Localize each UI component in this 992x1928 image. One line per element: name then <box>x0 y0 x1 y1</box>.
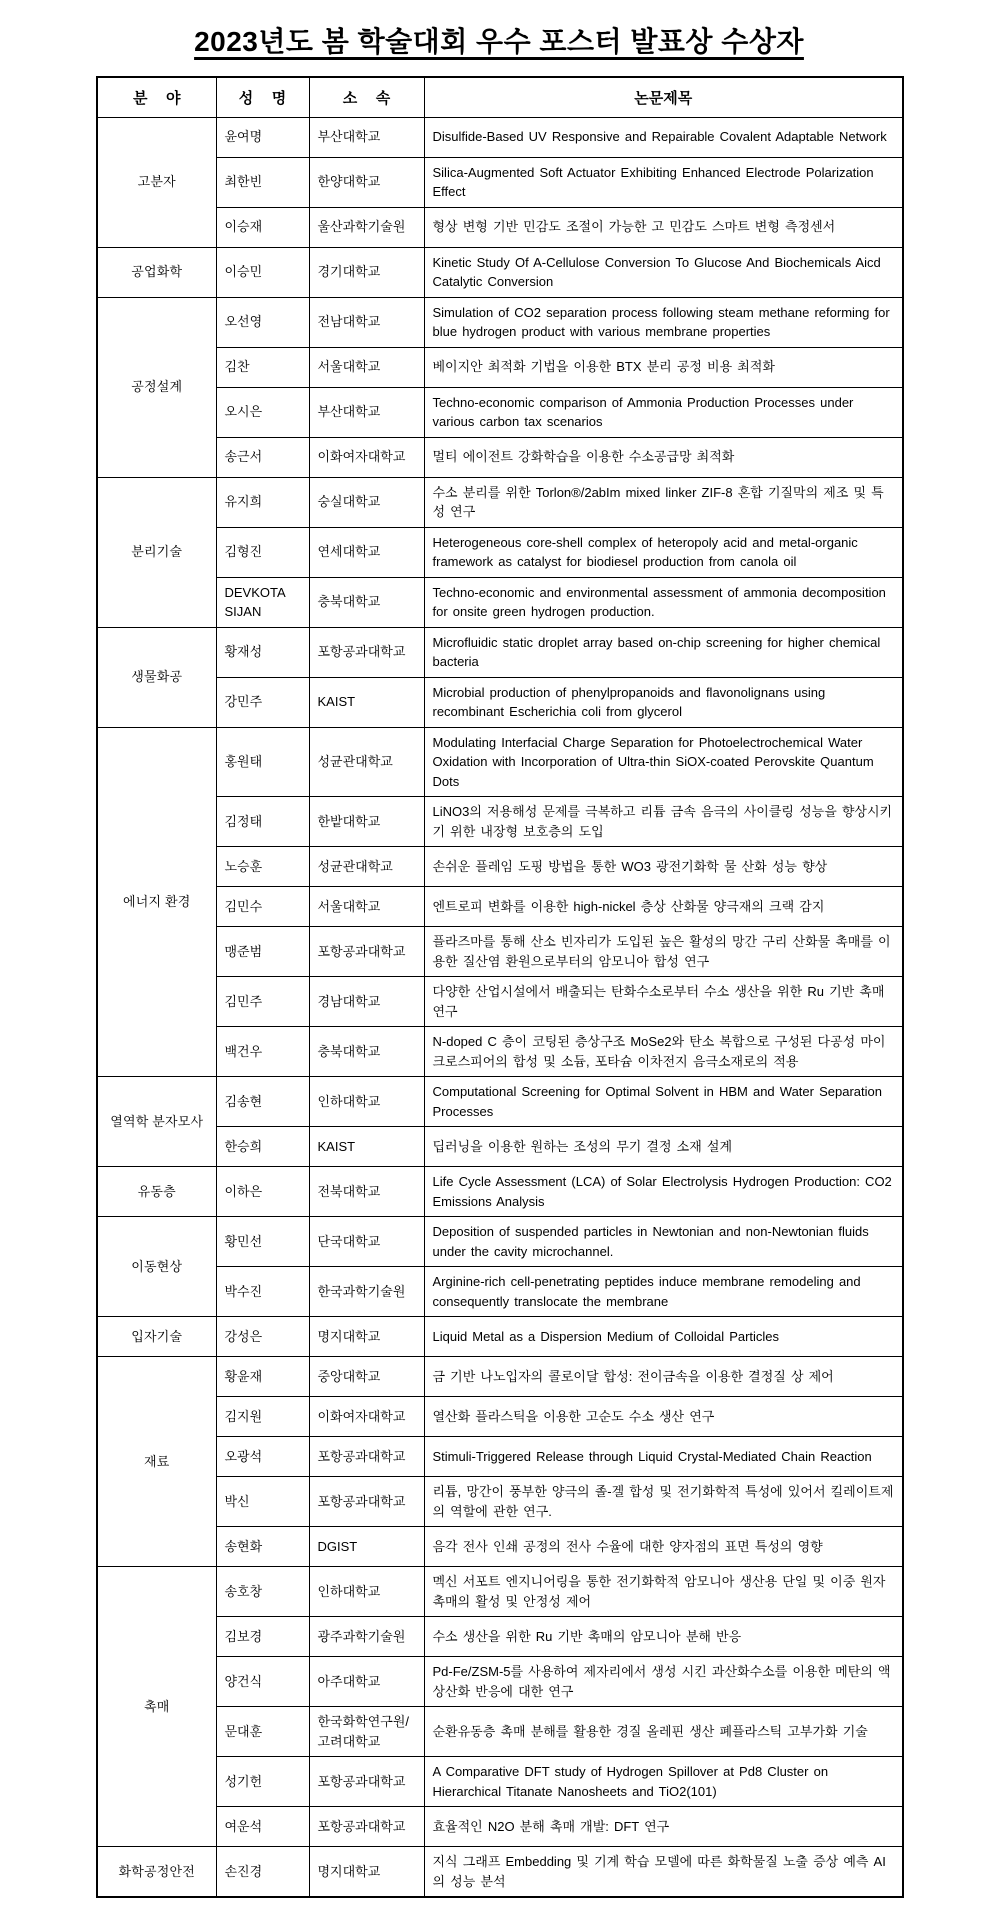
name-cell: 황민선 <box>216 1217 309 1267</box>
name-cell: 이승민 <box>216 247 309 297</box>
header-row <box>97 77 903 117</box>
paper-title-cell: Computational Screening for Optimal Solvent in HBM and Water Separation Processes <box>424 1077 903 1127</box>
paper-title-cell: 열산화 플라스틱을 이용한 고순도 수소 생산 연구 <box>424 1397 903 1437</box>
table-row <box>97 727 903 797</box>
field-cell: 공업화학 <box>97 247 216 297</box>
name-cell: 백건우 <box>216 1027 309 1077</box>
paper-title-cell: 효율적인 N2O 분해 촉매 개발: DFT 연구 <box>424 1807 903 1847</box>
table-row <box>97 887 903 927</box>
affiliation-cell: 전북대학교 <box>309 1167 424 1217</box>
field-cell: 분리기술 <box>97 477 216 627</box>
table-row <box>97 1847 903 1898</box>
table-row <box>97 1077 903 1127</box>
name-cell: 강민주 <box>216 677 309 727</box>
name-cell: 김지원 <box>216 1397 309 1437</box>
paper-title-cell: 수소 분리를 위한 Torlon®/2abIm mixed linker ZIF-8 혼합 기질막의 제조 및 특성 연구 <box>424 477 903 527</box>
name-cell: 양건식 <box>216 1657 309 1707</box>
col-header-paper-title: 논문제목 <box>424 77 903 117</box>
affiliation-cell: 한국화학연구원/고려대학교 <box>309 1707 424 1757</box>
col-header-field: 분 야 <box>97 77 216 117</box>
paper-title-cell: Liquid Metal as a Dispersion Medium of Colloidal Particles <box>424 1317 903 1357</box>
paper-title-cell: 음각 전사 인쇄 공정의 전사 수율에 대한 양자점의 표면 특성의 영향 <box>424 1527 903 1567</box>
affiliation-cell: 연세대학교 <box>309 527 424 577</box>
field-cell: 고분자 <box>97 117 216 247</box>
field-cell: 열역학 분자모사 <box>97 1077 216 1167</box>
paper-title-cell: 리튬, 망간이 풍부한 양극의 졸-겔 합성 및 전기화학적 특성에 있어서 킬레이트제의 역할에 관한 연구. <box>424 1477 903 1527</box>
affiliation-cell: 한국과학기술원 <box>309 1267 424 1317</box>
field-cell: 입자기술 <box>97 1317 216 1357</box>
name-cell: 여운석 <box>216 1807 309 1847</box>
name-cell: 김형진 <box>216 527 309 577</box>
paper-title-cell: 형상 변형 기반 민감도 조절이 가능한 고 민감도 스마트 변형 측정센서 <box>424 207 903 247</box>
field-cell: 에너지 환경 <box>97 727 216 1077</box>
page-title: 2023년도 봄 학술대회 우수 포스터 발표상 수상자 <box>194 26 804 57</box>
paper-title-cell: 멀티 에이전트 강화학습을 이용한 수소공급망 최적화 <box>424 437 903 477</box>
paper-title-cell: 멕신 서포트 엔지니어링을 통한 전기화학적 암모니아 생산용 단일 및 이중 원자 촉매의 활성 및 안정성 제어 <box>424 1567 903 1617</box>
name-cell: 오광석 <box>216 1437 309 1477</box>
affiliation-cell: 이화여자대학교 <box>309 1397 424 1437</box>
affiliation-cell: 한밭대학교 <box>309 797 424 847</box>
table-row <box>97 1357 903 1397</box>
name-cell: 문대훈 <box>216 1707 309 1757</box>
paper-title-cell: A Comparative DFT study of Hydrogen Spillover at Pd8 Cluster on Hierarchical Titanate Nanosheets and TiO2(101) <box>424 1757 903 1807</box>
table-row <box>97 1027 903 1077</box>
affiliation-cell: 명지대학교 <box>309 1847 424 1898</box>
awards-table <box>96 76 904 1898</box>
table-row <box>97 477 903 527</box>
table-row <box>97 1217 903 1267</box>
paper-title-cell: 금 기반 나노입자의 콜로이달 합성: 전이금속을 이용한 결정질 상 제어 <box>424 1357 903 1397</box>
table-row <box>97 1617 903 1657</box>
affiliation-cell: 포항공과대학교 <box>309 927 424 977</box>
table-row <box>97 207 903 247</box>
affiliation-cell: 숭실대학교 <box>309 477 424 527</box>
table-row <box>97 1477 903 1527</box>
paper-title-cell: Arginine-rich cell-penetrating peptides induce membrane remodeling and consequently translocate the membrane <box>424 1267 903 1317</box>
affiliation-cell: 서울대학교 <box>309 347 424 387</box>
paper-title-cell: 다양한 산업시설에서 배출되는 탄화수소로부터 수소 생산을 위한 Ru 기반 촉매 연구 <box>424 977 903 1027</box>
affiliation-cell: 서울대학교 <box>309 887 424 927</box>
affiliation-cell: 한양대학교 <box>309 157 424 207</box>
name-cell: 황재성 <box>216 627 309 677</box>
name-cell: 홍원태 <box>216 727 309 797</box>
table-row <box>97 977 903 1027</box>
table-row <box>97 677 903 727</box>
affiliation-cell: 포항공과대학교 <box>309 1477 424 1527</box>
paper-title-cell: 순환유동층 촉매 분해를 활용한 경질 올레핀 생산 폐플라스틱 고부가화 기술 <box>424 1707 903 1757</box>
paper-title-cell: 지식 그래프 Embedding 및 기계 학습 모델에 따른 화학물질 노출 증상 예측 AI의 성능 분석 <box>424 1847 903 1898</box>
table-row <box>97 247 903 297</box>
affiliation-cell: 포항공과대학교 <box>309 1757 424 1807</box>
affiliation-cell: 광주과학기술원 <box>309 1617 424 1657</box>
table-row <box>97 387 903 437</box>
paper-title-cell: Microbial production of phenylpropanoids and flavonolignans using recombinant Escherichia coli from glycerol <box>424 677 903 727</box>
name-cell: 김찬 <box>216 347 309 387</box>
table-row <box>97 1317 903 1357</box>
table-row <box>97 577 903 627</box>
table-row <box>97 1397 903 1437</box>
affiliation-cell: KAIST <box>309 1127 424 1167</box>
affiliation-cell: 경기대학교 <box>309 247 424 297</box>
paper-title-cell: LiNO3의 저용해성 문제를 극복하고 리튬 금속 음극의 사이클링 성능을 향상시키기 위한 내장형 보호층의 도입 <box>424 797 903 847</box>
affiliation-cell: DGIST <box>309 1527 424 1567</box>
paper-title-cell: N-doped C 층이 코팅된 층상구조 MoSe2와 탄소 복합으로 구성된 다공성 마이크로스피어의 합성 및 소듐, 포타슘 이차전지 음극소재로의 적용 <box>424 1027 903 1077</box>
field-cell: 이동현상 <box>97 1217 216 1317</box>
field-cell: 촉매 <box>97 1567 216 1847</box>
affiliation-cell: 명지대학교 <box>309 1317 424 1357</box>
name-cell: 노승훈 <box>216 847 309 887</box>
table-row <box>97 1267 903 1317</box>
paper-title-cell: 플라즈마를 통해 산소 빈자리가 도입된 높은 활성의 망간 구리 산화물 촉매를 이용한 질산염 환원으로부터의 암모니아 합성 연구 <box>424 927 903 977</box>
name-cell: 김송현 <box>216 1077 309 1127</box>
name-cell: 이하은 <box>216 1167 309 1217</box>
name-cell: 오시은 <box>216 387 309 437</box>
paper-title-cell: 엔트로피 변화를 이용한 high-nickel 층상 산화물 양극재의 크랙 감지 <box>424 887 903 927</box>
table-row <box>97 117 903 157</box>
affiliation-cell: 충북대학교 <box>309 1027 424 1077</box>
paper-title-cell: Life Cycle Assessment (LCA) of Solar Electrolysis Hydrogen Production: CO2 Emissions Analysis <box>424 1167 903 1217</box>
affiliation-cell: 부산대학교 <box>309 387 424 437</box>
paper-title-cell: Deposition of suspended particles in Newtonian and non-Newtonian fluids under the cavity microchannel. <box>424 1217 903 1267</box>
affiliation-cell: 단국대학교 <box>309 1217 424 1267</box>
name-cell: 김민수 <box>216 887 309 927</box>
table-row <box>97 297 903 347</box>
paper-title-cell: Modulating Interfacial Charge Separation for Photoelectrochemical Water Oxidation with Incorporation of Ultra-thin SiOX-coated Perovskite Quantum Dots <box>424 727 903 797</box>
table-row <box>97 1127 903 1167</box>
name-cell: 오선영 <box>216 297 309 347</box>
paper-title-cell: Pd-Fe/ZSM-5를 사용하여 제자리에서 생성 시킨 과산화수소를 이용한 메탄의 액상산화 반응에 대한 연구 <box>424 1657 903 1707</box>
affiliation-cell: 부산대학교 <box>309 117 424 157</box>
affiliation-cell: 성균관대학교 <box>309 847 424 887</box>
name-cell: 손진경 <box>216 1847 309 1898</box>
name-cell: 김정태 <box>216 797 309 847</box>
paper-title-cell: Kinetic Study Of A-Cellulose Conversion To Glucose And Biochemicals Aicd Catalytic Conversion <box>424 247 903 297</box>
affiliation-cell: 성균관대학교 <box>309 727 424 797</box>
affiliation-cell: 인하대학교 <box>309 1077 424 1127</box>
name-cell: DEVKOTA SIJAN <box>216 577 309 627</box>
name-cell: 박수진 <box>216 1267 309 1317</box>
table-row <box>97 157 903 207</box>
col-header-affiliation: 소 속 <box>309 77 424 117</box>
field-cell: 공정설계 <box>97 297 216 477</box>
name-cell: 유지희 <box>216 477 309 527</box>
name-cell: 최한빈 <box>216 157 309 207</box>
paper-title-cell: Heterogeneous core-shell complex of heteropoly acid and metal-organic framework as catalyst for biodiesel production from canola oil <box>424 527 903 577</box>
table-row <box>97 927 903 977</box>
affiliation-cell: 포항공과대학교 <box>309 1807 424 1847</box>
affiliation-cell: KAIST <box>309 677 424 727</box>
field-cell: 생물화공 <box>97 627 216 727</box>
table-row <box>97 847 903 887</box>
paper-title-cell: Microfluidic static droplet array based on-chip screening for higher chemical bacteria <box>424 627 903 677</box>
name-cell: 한승희 <box>216 1127 309 1167</box>
paper-title-cell: 베이지안 최적화 기법을 이용한 BTX 분리 공정 비용 최적화 <box>424 347 903 387</box>
awards-table-header <box>97 77 903 117</box>
table-row <box>97 797 903 847</box>
paper-title-cell: 손쉬운 플레임 도핑 방법을 통한 WO3 광전기화학 물 산화 성능 향상 <box>424 847 903 887</box>
affiliation-cell: 경남대학교 <box>309 977 424 1027</box>
paper-title-cell: Silica-Augmented Soft Actuator Exhibiting Enhanced Electrode Polarization Effect <box>424 157 903 207</box>
name-cell: 김민주 <box>216 977 309 1027</box>
table-row <box>97 1567 903 1617</box>
table-row <box>97 527 903 577</box>
name-cell: 이승재 <box>216 207 309 247</box>
name-cell: 송현화 <box>216 1527 309 1567</box>
affiliation-cell: 아주대학교 <box>309 1657 424 1707</box>
table-row <box>97 347 903 387</box>
table-row <box>97 1167 903 1217</box>
paper-title-cell: Techno-economic comparison of Ammonia Production Processes under various carbon tax scenarios <box>424 387 903 437</box>
affiliation-cell: 포항공과대학교 <box>309 1437 424 1477</box>
table-row <box>97 627 903 677</box>
awards-table-body <box>97 117 903 1897</box>
affiliation-cell: 중앙대학교 <box>309 1357 424 1397</box>
paper-title-cell: 딥러닝을 이용한 원하는 조성의 무기 결정 소재 설계 <box>424 1127 903 1167</box>
affiliation-cell: 전남대학교 <box>309 297 424 347</box>
affiliation-cell: 인하대학교 <box>309 1567 424 1617</box>
name-cell: 윤여명 <box>216 117 309 157</box>
name-cell: 맹준범 <box>216 927 309 977</box>
paper-title-cell: Simulation of CO2 separation process following steam methane reforming for blue hydrogen product with various membrane properties <box>424 297 903 347</box>
col-header-name: 성 명 <box>216 77 309 117</box>
table-row <box>97 1527 903 1567</box>
paper-title-cell: 수소 생산을 위한 Ru 기반 촉매의 암모니아 분해 반응 <box>424 1617 903 1657</box>
name-cell: 강성은 <box>216 1317 309 1357</box>
name-cell: 김보경 <box>216 1617 309 1657</box>
paper-title-cell: Stimuli-Triggered Release through Liquid Crystal-Mediated Chain Reaction <box>424 1437 903 1477</box>
name-cell: 황윤재 <box>216 1357 309 1397</box>
affiliation-cell: 울산과학기술원 <box>309 207 424 247</box>
table-row <box>97 437 903 477</box>
field-cell: 유동층 <box>97 1167 216 1217</box>
table-row <box>97 1437 903 1477</box>
name-cell: 박신 <box>216 1477 309 1527</box>
field-cell: 화학공정안전 <box>97 1847 216 1898</box>
paper-title-cell: Disulfide-Based UV Responsive and Repairable Covalent Adaptable Network <box>424 117 903 157</box>
name-cell: 송근서 <box>216 437 309 477</box>
table-row <box>97 1657 903 1707</box>
affiliation-cell: 포항공과대학교 <box>309 627 424 677</box>
affiliation-cell: 충북대학교 <box>309 577 424 627</box>
field-cell: 재료 <box>97 1357 216 1567</box>
paper-title-cell: Techno-economic and environmental assessment of ammonia decomposition for onsite green hydrogen production. <box>424 577 903 627</box>
table-row <box>97 1807 903 1847</box>
name-cell: 송호창 <box>216 1567 309 1617</box>
table-row <box>97 1707 903 1757</box>
name-cell: 성기헌 <box>216 1757 309 1807</box>
affiliation-cell: 이화여자대학교 <box>309 437 424 477</box>
table-row <box>97 1757 903 1807</box>
